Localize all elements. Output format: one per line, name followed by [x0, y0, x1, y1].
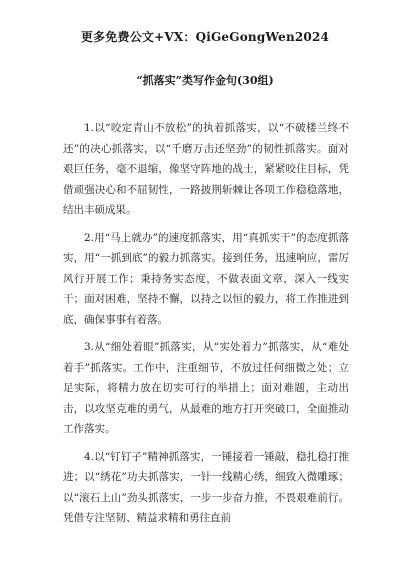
paragraph-2: 2.用“马上就办”的速度抓落实，用“真抓实干”的态度抓落实，用“一抓到底”的毅力抓落实。接到任务，迅速响应，雷厉风行开展工作；秉持务实态度，不做表面文章，深入一线实干；面对困难，坚持不懈，以持之以恒的毅力，将工作推进到底，确保事事有着落。	[63, 231, 349, 326]
document-title: “抓落实”类写作金句(30组)	[136, 74, 274, 87]
paragraph-3: 3.从“细处着眼”抓落实，从“实处着力”抓落实，从“难处着手”抓落实。工作中，注重细节，不放过任何细微之处；立足实际，将精力放在切实可行的举措上；面对难题，主动出击，以攻坚克难的勇气，从最难的地方打开突破口，全面推动工作落实。	[63, 341, 349, 435]
paragraph-1: 1.以“咬定青山不放松”的执着抓落实，以“不破楼兰终不还”的决心抓落实，以“千磨万击还坚劲”的韧性抓落实。面对艰巨任务，毫不退缩，像坚守阵地的战士，紧紧咬住目标，凭借顽强决心和不屈韧性，一路披荆斩棘让各项工作稳稳落地，结出丰硕成果。	[63, 122, 349, 216]
paragraph-4: 4.以“钉钉子”精神抓落实，一锤接着一锤敲，稳扎稳打推进；以“绣花”功夫抓落实，一针一线精心绣，细致入微雕琢；以“滚石上山”劲头抓落实，一步一步奋力推，不畏艰难前行。凭借专注坚韧、精益求精和勇往直前	[63, 450, 349, 524]
page-header: 更多免费公文+VX：QiGeGongWen2024	[80, 30, 330, 44]
document-body	[63, 118, 349, 536]
